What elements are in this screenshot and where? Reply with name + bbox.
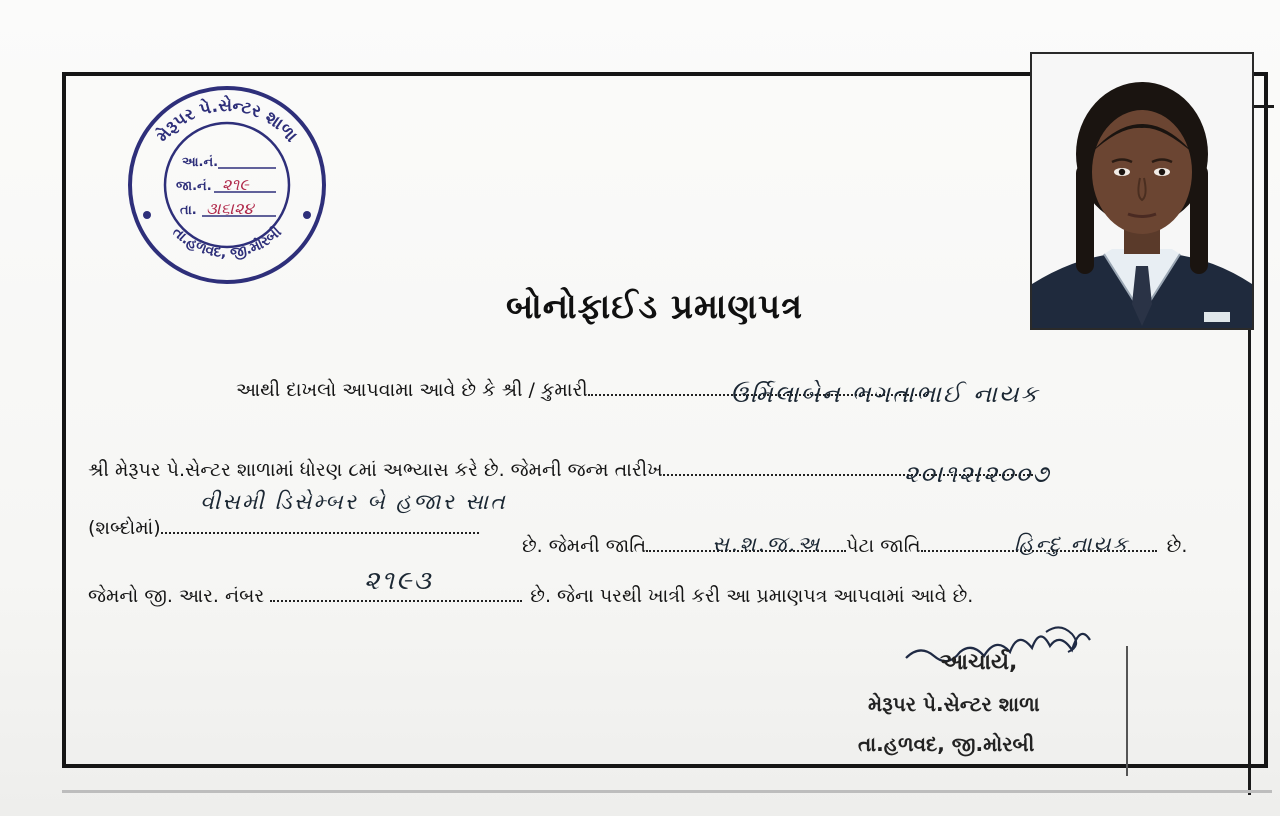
paper-edge xyxy=(62,790,1272,793)
seal-line2-label: જા.નં. xyxy=(176,179,212,194)
certificate-line-2 xyxy=(88,452,1033,481)
birth-date-value: ૨૦।૧૨।૨૦૦૭ xyxy=(904,460,1051,488)
seal-line2-value: ૨૧૯ xyxy=(222,175,249,194)
line4-prefix: જેમનો જી. આર. નંબર xyxy=(88,585,265,607)
svg-text:તા.હળવદ, જી.મોરબી xyxy=(169,223,285,261)
seal-line1-label: આ.નં. xyxy=(182,155,219,170)
school-seal-graphic xyxy=(126,84,328,286)
seal-line3-value: ૩।૬।૨૪ xyxy=(206,199,254,218)
certificate-title: બોનોફાઈડ પ્રમાણપત્ર xyxy=(506,287,804,327)
principal-role: આચાર્ય, xyxy=(940,650,1018,675)
birth-date-words: વીસમી ડિસેમ્બર બે હજાર સાત xyxy=(200,490,507,515)
seal-ring-text: મેરૂપર પે.સેન્ટર શાળા xyxy=(152,95,302,147)
caste-value: સ.શ.જ.અ xyxy=(712,532,822,556)
certificate-line-4 xyxy=(88,578,973,607)
principal-signature-block xyxy=(856,620,1126,780)
school-place-stamp: તા.હળવદ, જી.મોરબી xyxy=(858,732,1035,756)
student-portrait-image xyxy=(1032,54,1252,328)
line2-text: શ્રી મેરૂપર પે.સેન્ટર શાળામાં ધોરણ ૮માં અભ્યાસ કરે છે. જેમની જન્મ તારીખ xyxy=(88,459,663,481)
line3-sub: પેટા જાતિ xyxy=(846,535,921,557)
student-name: ઉર્મિલાબેન ભગતાભાઈ નાયક xyxy=(730,380,1040,408)
line1-prefix: આથી દાખલો આપવામા આવે છે કે શ્રી / કુમારી xyxy=(236,379,588,401)
student-photo xyxy=(1030,52,1254,330)
line3-end: છે. xyxy=(1166,535,1188,557)
sub-caste-value: હિન્દુ નાયક xyxy=(1014,532,1130,556)
line3-mid: છે. જેમની જાતિ xyxy=(522,535,647,557)
gr-number-value: ૨૧૯૩ xyxy=(364,566,433,596)
line4-suffix: છે. જેના પરથી ખાત્રી કરી આ પ્રમાણપત્ર આપવામાં આવે છે. xyxy=(530,585,974,607)
seal-ring-bottom: તા.હળવદ, જી.મોરબી xyxy=(169,224,285,262)
school-name-stamp: મેરૂપર પે.સેન્ટર શાળા xyxy=(868,692,1040,716)
stamp-edge-line xyxy=(1126,646,1128,776)
line3-prefix: (શબ્દોમાં) xyxy=(88,517,161,539)
school-seal xyxy=(126,84,328,286)
seal-line3-label: તા. xyxy=(180,203,197,218)
